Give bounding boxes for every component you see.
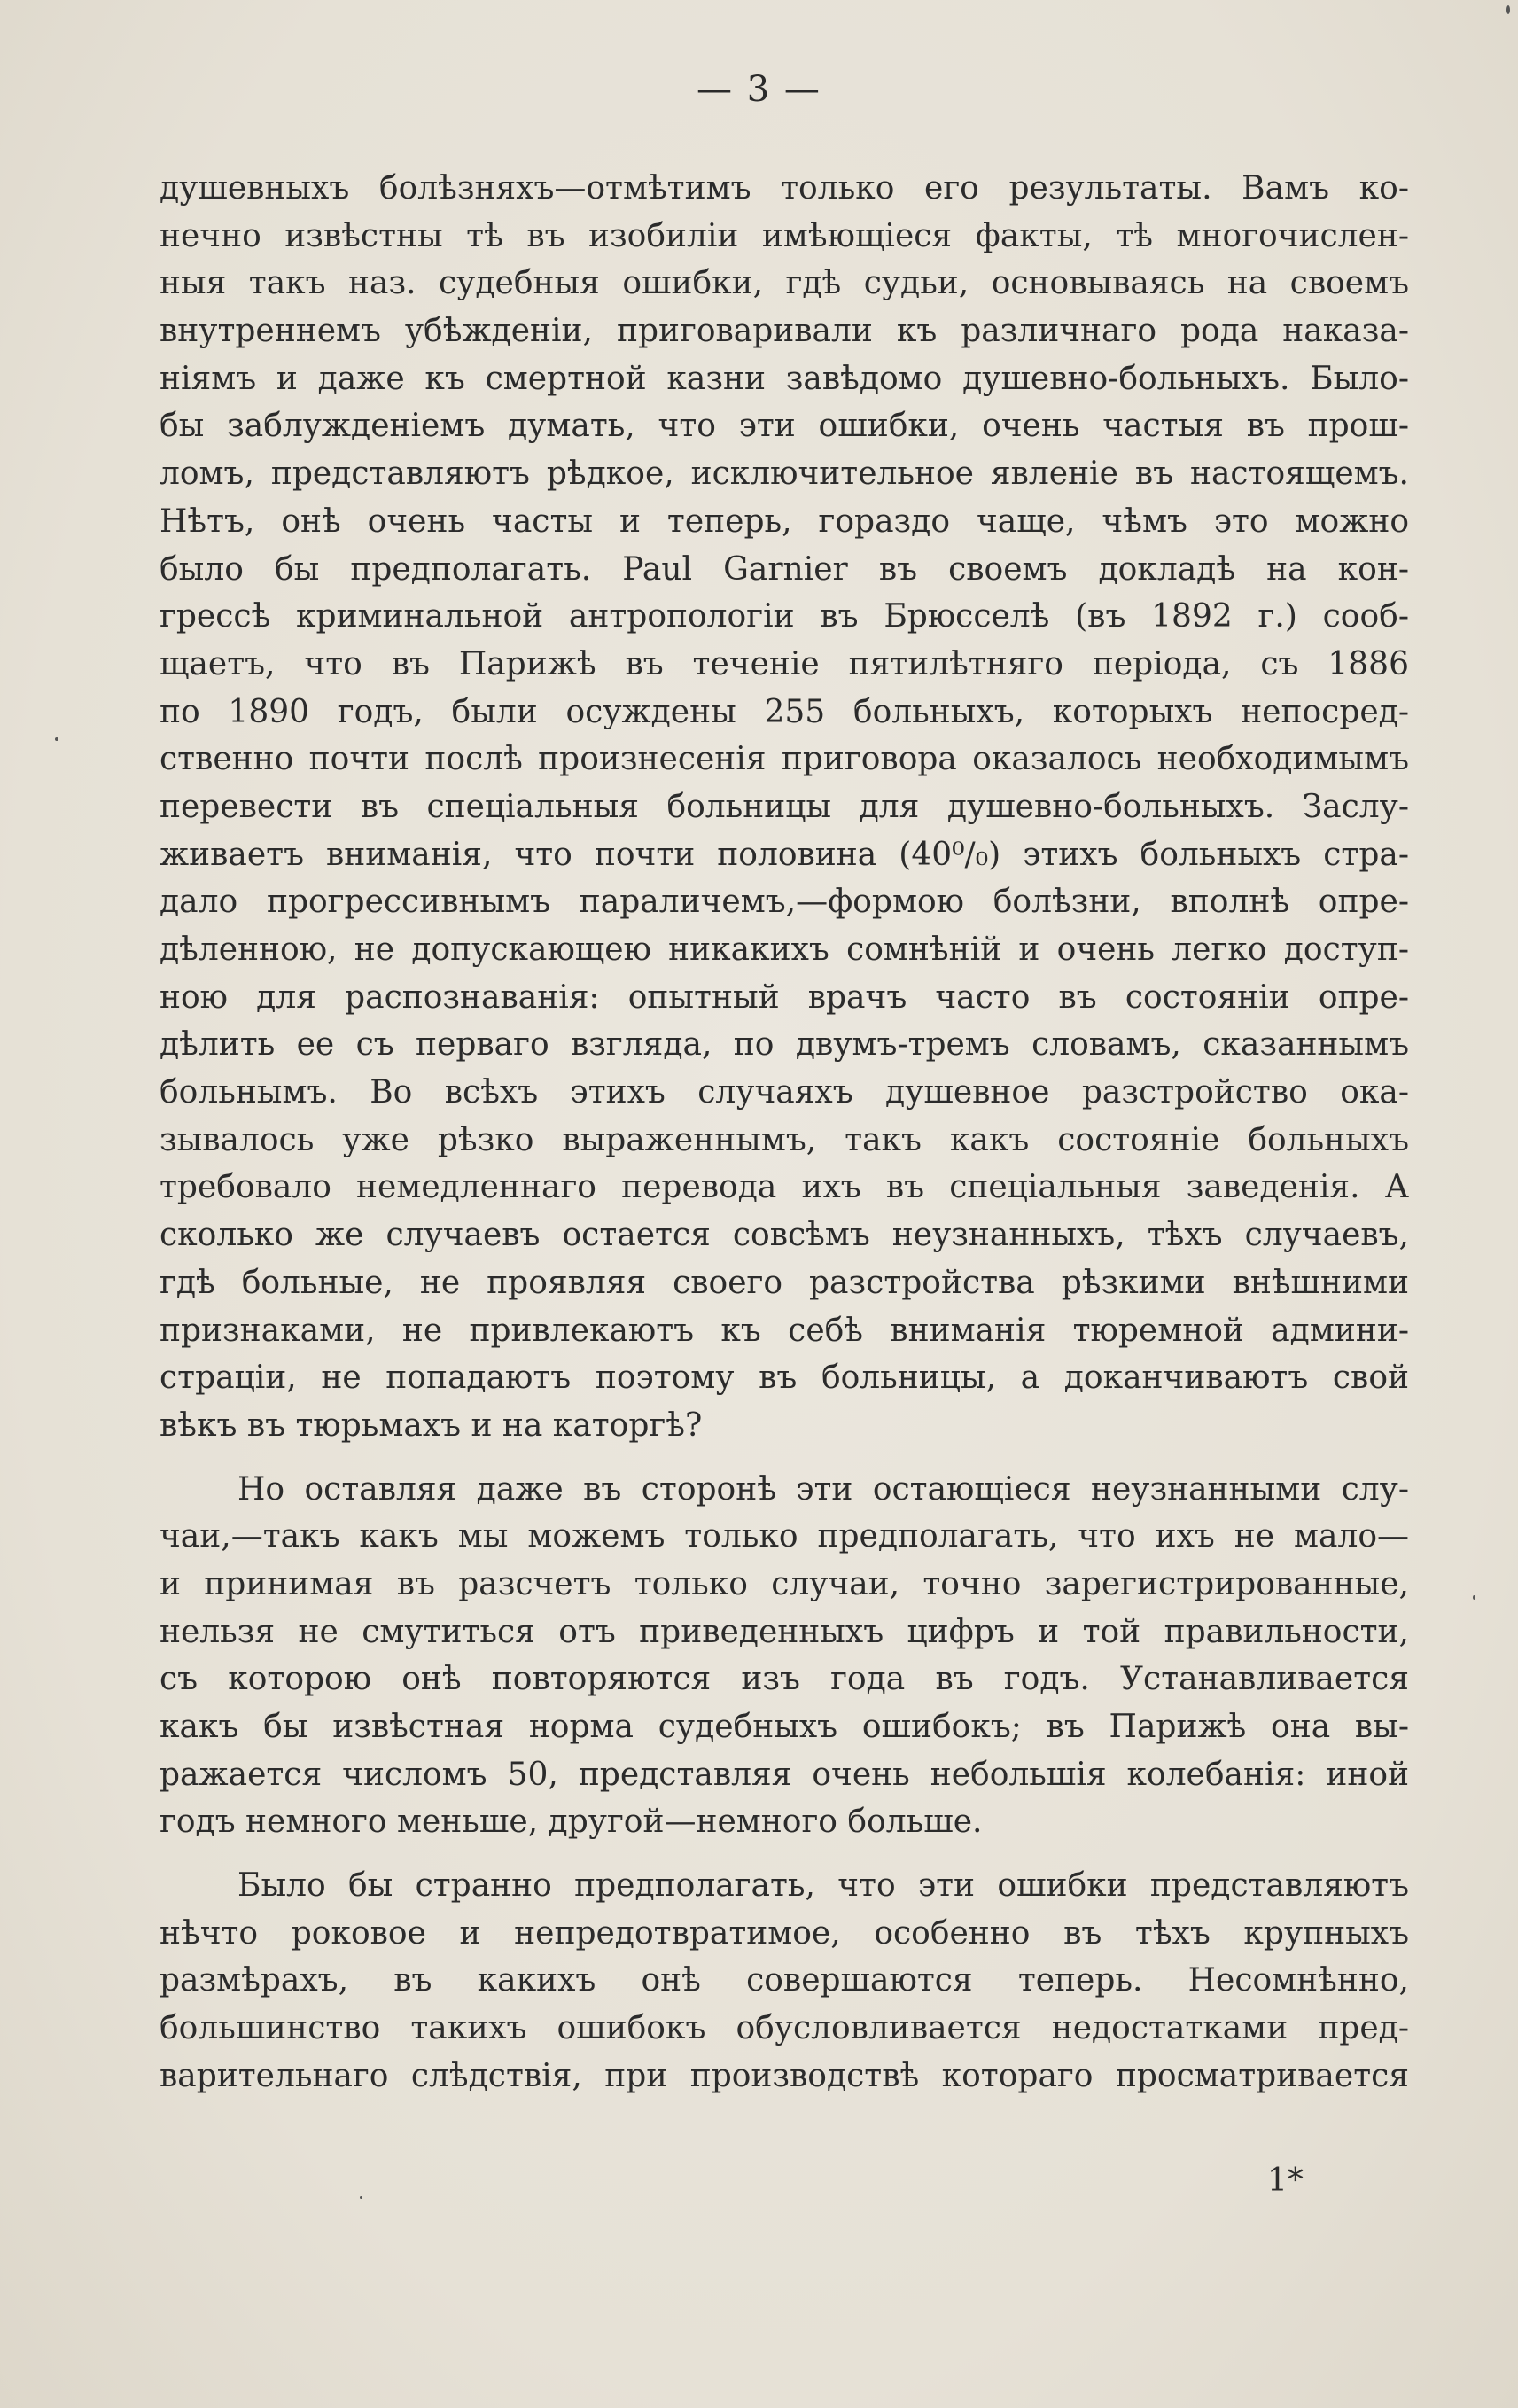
text-line: больнымъ. Во всѣхъ этихъ случаяхъ душевное разстройство ока-	[160, 1074, 1409, 1111]
text-line: ныя такъ наз. судебныя ошибки, гдѣ судьи, основываясь на своемъ	[160, 265, 1409, 302]
text-line: было бы предполагать. Paul Garnier въ своемъ докладѣ на кон-	[160, 550, 1409, 588]
text-line: внутреннемъ убѣжденіи, приговаривали къ различнаго рода наказа-	[160, 313, 1409, 350]
text-line: нѣчто роковое и непредотвратимое, особенно въ тѣхъ крупныхъ	[160, 1914, 1409, 1952]
paragraph-3	[160, 1862, 1409, 2100]
text-line: дѣлить ее съ перваго взгляда, по двумъ-тремъ словамъ, сказаннымъ	[160, 1026, 1409, 1064]
text-line: щаетъ, что въ Парижѣ въ теченіе пятилѣтняго періода, съ 1886	[160, 645, 1409, 682]
text-line: и принимая въ разсчетъ только случаи, точно зарегистрированные,	[160, 1565, 1409, 1602]
text-line: перевести въ спеціальныя больницы для душевно-больныхъ. Заслу-	[160, 788, 1409, 825]
text-line: дѣленною, не допускающею никакихъ сомнѣній и очень легко доступ-	[160, 931, 1409, 968]
text-line: страціи, не попадаютъ поэтому въ больницы, а доканчиваютъ свой	[160, 1360, 1409, 1397]
paragraph-gap	[160, 1450, 1409, 1466]
text-line: сколько же случаевъ остается совсѣмъ неузнанныхъ, тѣхъ случаевъ,	[160, 1217, 1409, 1254]
ink-speck	[55, 737, 58, 741]
text-line: варительнаго слѣдствія, при производствѣ котораго просматривается	[160, 2057, 1409, 2094]
text-line: съ которою онѣ повторяются изъ года въ годъ. Устанавливается	[160, 1661, 1409, 1698]
text-line: ственно почти послѣ произнесенія приговора оказалось необходимымъ	[160, 741, 1409, 778]
signature-mark: 1*	[1267, 2163, 1304, 2199]
text-line: вѣкъ въ тюрьмахъ и на каторгѣ?	[160, 1407, 703, 1444]
text-line: живаетъ вниманія, что почти половина (40⁰/₀) этихъ больныхъ стра-	[160, 836, 1409, 873]
text-line: по 1890 годъ, были осуждены 255 больныхъ, которыхъ непосред-	[160, 693, 1409, 730]
ink-speck	[360, 2196, 362, 2199]
paragraph-2	[160, 1466, 1409, 1847]
text-line: бы заблужденіемъ думать, что эти ошибки, очень частыя въ прош-	[160, 408, 1409, 445]
text-line: гдѣ больные, не проявляя своего разстройства рѣзкими внѣшними	[160, 1264, 1409, 1301]
text-line: требовало немедленнаго перевода ихъ въ спеціальныя заведенія. А	[160, 1169, 1409, 1206]
text-line: какъ бы извѣстная норма судебныхъ ошибокъ; въ Парижѣ она вы-	[160, 1709, 1409, 1745]
ink-speck	[1506, 5, 1510, 14]
paragraph-gap	[160, 1846, 1409, 1862]
text-line: Нѣтъ, онѣ очень часты и теперь, гораздо чаще, чѣмъ это можно	[160, 503, 1409, 540]
text-line: грессѣ криминальной антропологіи въ Брюсселѣ (въ 1892 г.) сооб-	[160, 598, 1409, 635]
text-line: Но оставляя даже въ сторонѣ эти остающіеся неузнанными слу-	[237, 1470, 1409, 1508]
ink-speck	[1473, 1595, 1475, 1600]
body-text	[160, 165, 1409, 2100]
text-line: большинство такихъ ошибокъ обусловливается недостатками пред-	[160, 2010, 1409, 2047]
paragraph-1	[160, 165, 1409, 1450]
text-line: нечно извѣстны тѣ въ изобиліи имѣющіеся факты, тѣ многочислен-	[160, 217, 1409, 254]
text-line: размѣрахъ, въ какихъ онѣ совершаются теперь. Несомнѣнно,	[160, 1962, 1409, 1999]
text-line: зывалось уже рѣзко выраженнымъ, такъ какъ состояніе больныхъ	[160, 1121, 1409, 1158]
text-line: чаи,—такъ какъ мы можемъ только предполагать, что ихъ не мало—	[160, 1518, 1409, 1555]
text-line: душевныхъ болѣзняхъ—отмѣтимъ только его результаты. Вамъ ко-	[160, 170, 1409, 207]
text-line: признаками, не привлекаютъ къ себѣ вниманія тюремной админи-	[160, 1312, 1409, 1349]
text-line: нельзя не смутиться отъ приведенныхъ цифръ и той правильности,	[160, 1613, 1409, 1650]
text-line: ною для распознаванія: опытный врачъ часто въ состояніи опре-	[160, 978, 1409, 1016]
text-line: Было бы странно предполагать, что эти ошибки представляютъ	[237, 1867, 1409, 1905]
text-line: дало прогрессивнымъ параличемъ,—формою болѣзни, вполнѣ опре-	[160, 884, 1409, 921]
text-line: ломъ, представляютъ рѣдкое, исключительное явленіе въ настоящемъ.	[160, 456, 1409, 493]
text-line: годъ немного меньше, другой—немного больше.	[160, 1804, 983, 1841]
text-line: ніямъ и даже къ смертной казни завѣдомо душевно-больныхъ. Было-	[160, 360, 1409, 397]
text-line: ражается числомъ 50, представляя очень небольшія колебанія: иной	[160, 1756, 1409, 1793]
page-number-header: — 3 —	[697, 69, 821, 110]
